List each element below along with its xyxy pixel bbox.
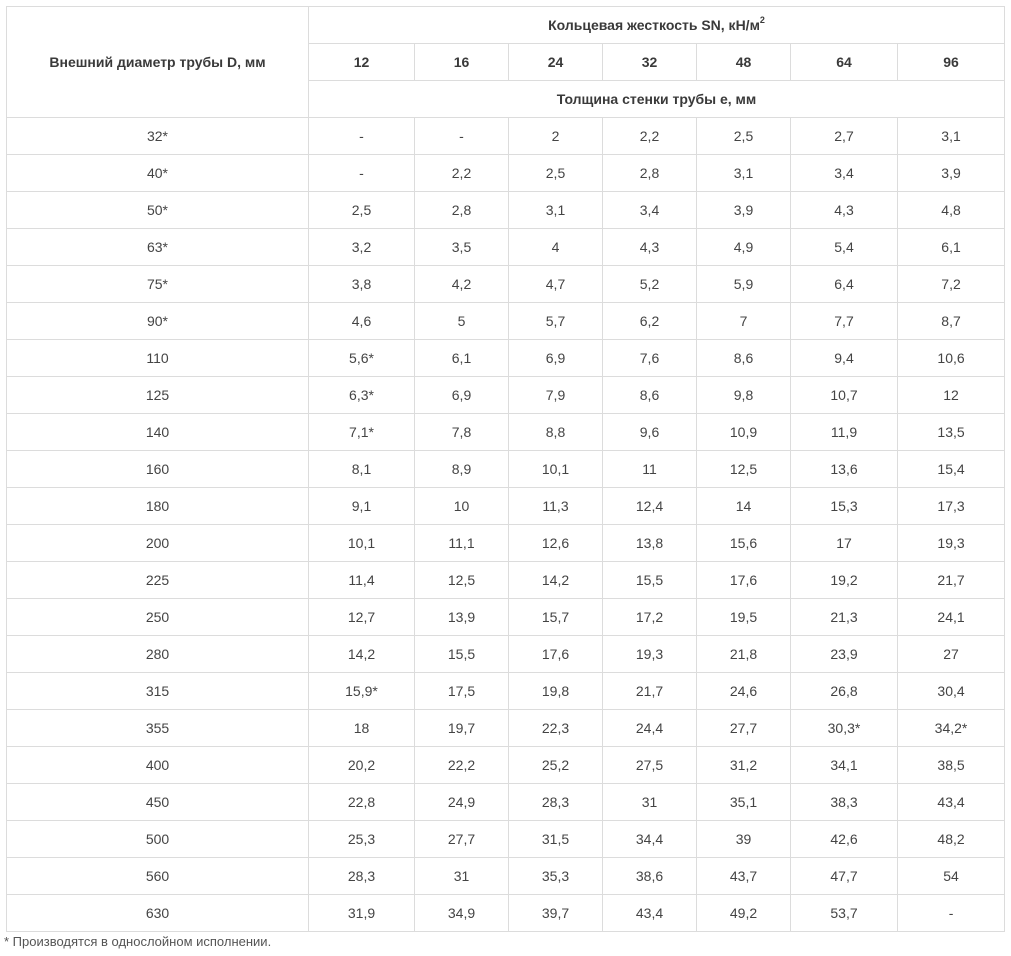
- thickness-cell: 2,5: [309, 192, 415, 229]
- thickness-cell: 12,4: [603, 488, 697, 525]
- thickness-cell: 14,2: [309, 636, 415, 673]
- thickness-cell: 3,1: [898, 118, 1005, 155]
- diameter-cell: 450: [7, 784, 309, 821]
- table-row: [7, 673, 1005, 710]
- thickness-cell: 5: [415, 303, 509, 340]
- diameter-cell: 355: [7, 710, 309, 747]
- thickness-cell: 19,3: [898, 525, 1005, 562]
- thickness-cell: 24,1: [898, 599, 1005, 636]
- pipe-wall-thickness-table: [6, 6, 1005, 932]
- table-body: [7, 118, 1005, 932]
- thickness-cell: 4,7: [509, 266, 603, 303]
- thickness-cell: 6,1: [415, 340, 509, 377]
- diameter-cell: 90*: [7, 303, 309, 340]
- diameter-cell: 400: [7, 747, 309, 784]
- thickness-cell: 3,4: [791, 155, 898, 192]
- thickness-cell: 35,3: [509, 858, 603, 895]
- thickness-cell: 43,7: [697, 858, 791, 895]
- thickness-cell: 14: [697, 488, 791, 525]
- thickness-cell: -: [309, 118, 415, 155]
- thickness-cell: 9,4: [791, 340, 898, 377]
- ring-stiffness-header: [309, 7, 1005, 44]
- thickness-cell: 5,7: [509, 303, 603, 340]
- thickness-cell: 19,5: [697, 599, 791, 636]
- table-row: [7, 599, 1005, 636]
- thickness-cell: 2,5: [697, 118, 791, 155]
- thickness-cell: 24,9: [415, 784, 509, 821]
- thickness-cell: 4: [509, 229, 603, 266]
- thickness-cell: 17: [791, 525, 898, 562]
- thickness-cell: 19,7: [415, 710, 509, 747]
- thickness-cell: 7,2: [898, 266, 1005, 303]
- thickness-cell: 19,2: [791, 562, 898, 599]
- thickness-cell: 4,3: [603, 229, 697, 266]
- thickness-cell: 53,7: [791, 895, 898, 932]
- thickness-cell: 2,2: [603, 118, 697, 155]
- thickness-cell: 39,7: [509, 895, 603, 932]
- thickness-cell: 27,5: [603, 747, 697, 784]
- thickness-cell: 34,1: [791, 747, 898, 784]
- table-row: [7, 229, 1005, 266]
- thickness-cell: 12,5: [415, 562, 509, 599]
- sn-class-header: 64: [791, 44, 898, 81]
- thickness-cell: 8,1: [309, 451, 415, 488]
- table-row: [7, 192, 1005, 229]
- thickness-cell: 9,6: [603, 414, 697, 451]
- diameter-cell: 630: [7, 895, 309, 932]
- diameter-cell: 75*: [7, 266, 309, 303]
- thickness-cell: 15,5: [603, 562, 697, 599]
- diameter-cell: 500: [7, 821, 309, 858]
- thickness-cell: 21,3: [791, 599, 898, 636]
- thickness-cell: -: [898, 895, 1005, 932]
- thickness-cell: 11,1: [415, 525, 509, 562]
- thickness-cell: 20,2: [309, 747, 415, 784]
- thickness-cell: 49,2: [697, 895, 791, 932]
- thickness-cell: 3,5: [415, 229, 509, 266]
- thickness-cell: 9,8: [697, 377, 791, 414]
- thickness-cell: 17,6: [509, 636, 603, 673]
- thickness-cell: 2,7: [791, 118, 898, 155]
- thickness-cell: 3,2: [309, 229, 415, 266]
- thickness-cell: 15,6: [697, 525, 791, 562]
- thickness-cell: 8,6: [603, 377, 697, 414]
- thickness-cell: 27,7: [415, 821, 509, 858]
- thickness-cell: 38,3: [791, 784, 898, 821]
- thickness-cell: 12,7: [309, 599, 415, 636]
- diameter-cell: 225: [7, 562, 309, 599]
- thickness-cell: 8,9: [415, 451, 509, 488]
- table-row: [7, 636, 1005, 673]
- thickness-cell: 6,4: [791, 266, 898, 303]
- thickness-cell: 43,4: [603, 895, 697, 932]
- diameter-cell: 40*: [7, 155, 309, 192]
- thickness-cell: 10,1: [309, 525, 415, 562]
- thickness-cell: 17,5: [415, 673, 509, 710]
- table-row: [7, 414, 1005, 451]
- thickness-cell: 25,2: [509, 747, 603, 784]
- thickness-cell: 11: [603, 451, 697, 488]
- thickness-cell: 17,6: [697, 562, 791, 599]
- thickness-cell: 11,9: [791, 414, 898, 451]
- thickness-cell: 15,7: [509, 599, 603, 636]
- sn-class-header: 96: [898, 44, 1005, 81]
- thickness-cell: 13,8: [603, 525, 697, 562]
- thickness-cell: 30,3*: [791, 710, 898, 747]
- wall-thickness-header: Толщина стенки трубы е, мм: [309, 81, 1005, 118]
- thickness-cell: 31: [415, 858, 509, 895]
- thickness-cell: 23,9: [791, 636, 898, 673]
- diameter-cell: 250: [7, 599, 309, 636]
- diameter-cell: 280: [7, 636, 309, 673]
- thickness-cell: 2,8: [603, 155, 697, 192]
- thickness-cell: 21,7: [898, 562, 1005, 599]
- thickness-cell: 31: [603, 784, 697, 821]
- thickness-cell: 6,2: [603, 303, 697, 340]
- thickness-cell: 3,9: [697, 192, 791, 229]
- thickness-cell: 10: [415, 488, 509, 525]
- diameter-cell: 110: [7, 340, 309, 377]
- table-row: [7, 266, 1005, 303]
- ring-stiffness-unit-exponent: 2: [759, 15, 765, 26]
- thickness-cell: 7,9: [509, 377, 603, 414]
- diameter-cell: 125: [7, 377, 309, 414]
- diameter-cell: 560: [7, 858, 309, 895]
- thickness-cell: 38,6: [603, 858, 697, 895]
- thickness-cell: 43,4: [898, 784, 1005, 821]
- thickness-cell: 34,4: [603, 821, 697, 858]
- table-row: [7, 525, 1005, 562]
- table-row: [7, 710, 1005, 747]
- table-row: [7, 155, 1005, 192]
- thickness-cell: 34,9: [415, 895, 509, 932]
- thickness-cell: 39: [697, 821, 791, 858]
- diameter-cell: 160: [7, 451, 309, 488]
- thickness-cell: 24,4: [603, 710, 697, 747]
- thickness-cell: 10,6: [898, 340, 1005, 377]
- thickness-cell: 8,8: [509, 414, 603, 451]
- thickness-cell: 3,9: [898, 155, 1005, 192]
- thickness-cell: 28,3: [509, 784, 603, 821]
- thickness-cell: 27: [898, 636, 1005, 673]
- table-row: [7, 340, 1005, 377]
- thickness-cell: 30,4: [898, 673, 1005, 710]
- thickness-cell: 31,5: [509, 821, 603, 858]
- thickness-cell: 21,8: [697, 636, 791, 673]
- thickness-cell: 18: [309, 710, 415, 747]
- footnote: * Производятся в однослойном исполнении.: [4, 934, 272, 949]
- thickness-cell: 5,6*: [309, 340, 415, 377]
- thickness-cell: 7: [697, 303, 791, 340]
- thickness-cell: 47,7: [791, 858, 898, 895]
- thickness-cell: 11,3: [509, 488, 603, 525]
- table-row: [7, 377, 1005, 414]
- table-row: [7, 118, 1005, 155]
- sn-class-header: 48: [697, 44, 791, 81]
- thickness-cell: 8,6: [697, 340, 791, 377]
- thickness-cell: 17,3: [898, 488, 1005, 525]
- ring-stiffness-header-text: Кольцевая жесткость SN, кН/м: [548, 17, 760, 33]
- thickness-cell: 2,2: [415, 155, 509, 192]
- thickness-cell: 15,9*: [309, 673, 415, 710]
- table-row: [7, 488, 1005, 525]
- diameter-cell: 180: [7, 488, 309, 525]
- thickness-cell: 3,1: [509, 192, 603, 229]
- sn-class-header: 24: [509, 44, 603, 81]
- sn-class-header: 32: [603, 44, 697, 81]
- table-row: [7, 858, 1005, 895]
- thickness-cell: 2: [509, 118, 603, 155]
- diameter-cell: 200: [7, 525, 309, 562]
- thickness-cell: 19,3: [603, 636, 697, 673]
- thickness-cell: 7,7: [791, 303, 898, 340]
- thickness-cell: 4,9: [697, 229, 791, 266]
- thickness-cell: 48,2: [898, 821, 1005, 858]
- thickness-cell: 9,1: [309, 488, 415, 525]
- thickness-cell: 17,2: [603, 599, 697, 636]
- thickness-cell: 8,7: [898, 303, 1005, 340]
- table-header: [7, 7, 1005, 118]
- thickness-cell: -: [415, 118, 509, 155]
- thickness-cell: 4,8: [898, 192, 1005, 229]
- thickness-cell: 3,4: [603, 192, 697, 229]
- thickness-cell: 4,3: [791, 192, 898, 229]
- table-row: [7, 451, 1005, 488]
- thickness-cell: 6,3*: [309, 377, 415, 414]
- thickness-cell: 15,5: [415, 636, 509, 673]
- thickness-cell: 10,9: [697, 414, 791, 451]
- thickness-cell: 54: [898, 858, 1005, 895]
- thickness-cell: 7,1*: [309, 414, 415, 451]
- thickness-cell: 21,7: [603, 673, 697, 710]
- thickness-cell: 26,8: [791, 673, 898, 710]
- thickness-cell: 22,3: [509, 710, 603, 747]
- thickness-cell: 11,4: [309, 562, 415, 599]
- thickness-cell: 35,1: [697, 784, 791, 821]
- thickness-cell: 12,6: [509, 525, 603, 562]
- thickness-cell: 12,5: [697, 451, 791, 488]
- thickness-cell: 6,1: [898, 229, 1005, 266]
- thickness-cell: 25,3: [309, 821, 415, 858]
- thickness-cell: 4,2: [415, 266, 509, 303]
- thickness-cell: 38,5: [898, 747, 1005, 784]
- thickness-cell: 22,2: [415, 747, 509, 784]
- thickness-cell: 6,9: [415, 377, 509, 414]
- table-row: [7, 895, 1005, 932]
- thickness-cell: 7,6: [603, 340, 697, 377]
- thickness-cell: 27,7: [697, 710, 791, 747]
- thickness-cell: 7,8: [415, 414, 509, 451]
- diameter-cell: 140: [7, 414, 309, 451]
- thickness-cell: 15,4: [898, 451, 1005, 488]
- thickness-cell: 5,2: [603, 266, 697, 303]
- thickness-cell: 42,6: [791, 821, 898, 858]
- thickness-cell: 24,6: [697, 673, 791, 710]
- thickness-cell: 14,2: [509, 562, 603, 599]
- sn-class-header: 16: [415, 44, 509, 81]
- thickness-cell: 10,1: [509, 451, 603, 488]
- diameter-cell: 32*: [7, 118, 309, 155]
- thickness-cell: 13,9: [415, 599, 509, 636]
- thickness-cell: 31,2: [697, 747, 791, 784]
- thickness-cell: 28,3: [309, 858, 415, 895]
- thickness-cell: 31,9: [309, 895, 415, 932]
- outer-diameter-header: Внешний диаметр трубы D, мм: [7, 7, 309, 118]
- thickness-cell: 13,5: [898, 414, 1005, 451]
- thickness-cell: 22,8: [309, 784, 415, 821]
- thickness-cell: 2,5: [509, 155, 603, 192]
- thickness-cell: 10,7: [791, 377, 898, 414]
- table-row: [7, 821, 1005, 858]
- diameter-cell: 315: [7, 673, 309, 710]
- diameter-cell: 50*: [7, 192, 309, 229]
- thickness-cell: 3,1: [697, 155, 791, 192]
- thickness-cell: -: [309, 155, 415, 192]
- table-row: [7, 784, 1005, 821]
- thickness-cell: 3,8: [309, 266, 415, 303]
- thickness-cell: 2,8: [415, 192, 509, 229]
- table-row: [7, 303, 1005, 340]
- thickness-cell: 13,6: [791, 451, 898, 488]
- sn-class-header: 12: [309, 44, 415, 81]
- thickness-cell: 19,8: [509, 673, 603, 710]
- thickness-cell: 12: [898, 377, 1005, 414]
- thickness-cell: 34,2*: [898, 710, 1005, 747]
- thickness-cell: 6,9: [509, 340, 603, 377]
- thickness-cell: 4,6: [309, 303, 415, 340]
- thickness-cell: 15,3: [791, 488, 898, 525]
- thickness-cell: 5,9: [697, 266, 791, 303]
- thickness-cell: 5,4: [791, 229, 898, 266]
- table-row: [7, 747, 1005, 784]
- diameter-cell: 63*: [7, 229, 309, 266]
- table-row: [7, 562, 1005, 599]
